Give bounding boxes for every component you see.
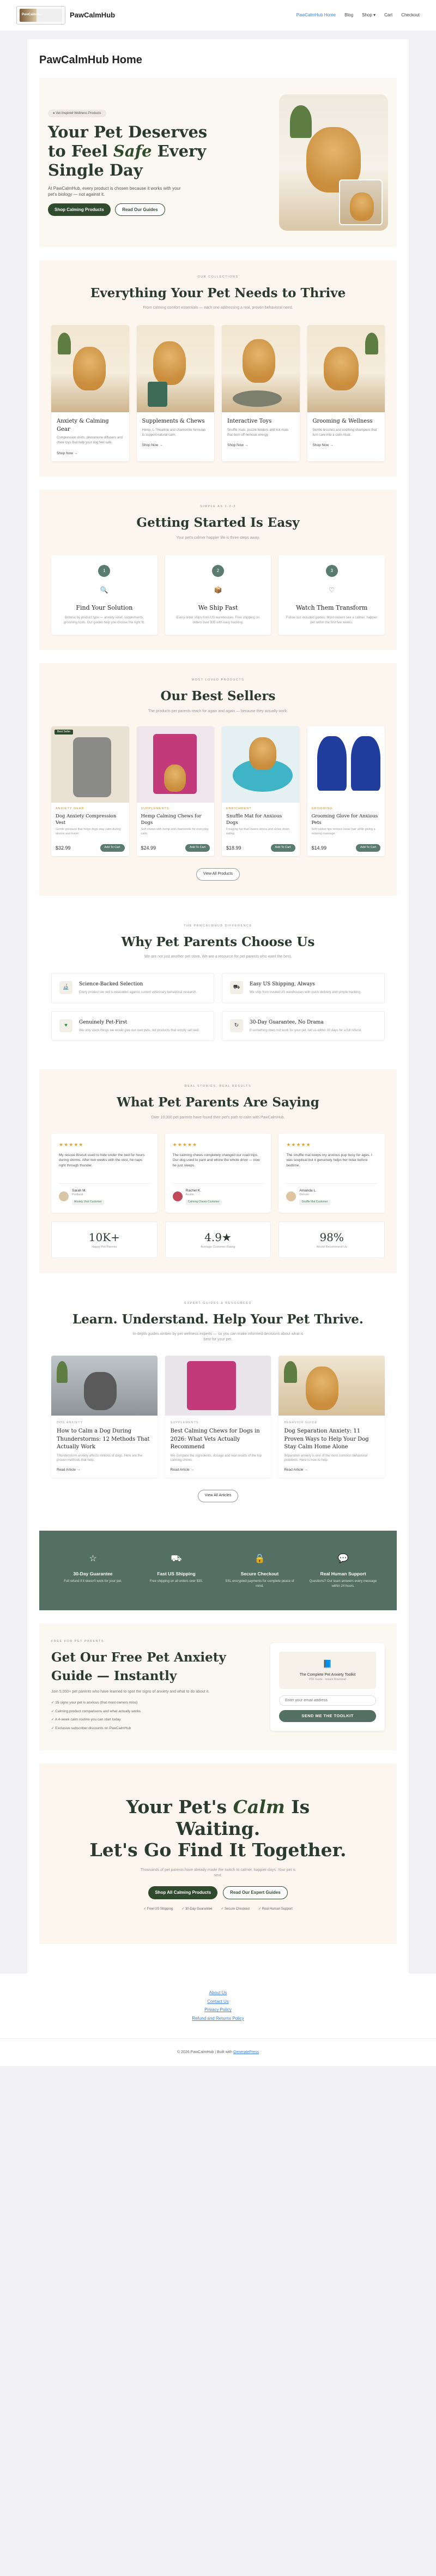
- stat-card: [51, 1221, 158, 1258]
- copyright: © 2026 PawCalmHub | Built with GeneratePress: [0, 2038, 436, 2055]
- page-title: PawCalmHub Home: [39, 54, 142, 66]
- category-image: [137, 325, 215, 412]
- nav-checkout[interactable]: Checkout: [401, 13, 420, 18]
- why-section: [39, 909, 397, 1057]
- product-description: Soft chews with hemp and chamomile for everyday calm.: [141, 828, 209, 836]
- testimonials-subtitle: Over 10,000 pet parents have found their pet's path to calm with PawCalmHub.: [151, 1115, 285, 1120]
- shop-now-link[interactable]: Shop Now →: [227, 443, 249, 448]
- feature-card: [51, 1011, 214, 1042]
- chevron-down-icon: ▾: [373, 13, 376, 18]
- category-card[interactable]: [51, 325, 129, 461]
- category-image: [51, 325, 129, 412]
- hero-section: [39, 78, 397, 247]
- add-to-cart-button[interactable]: Add To Cart: [100, 844, 125, 852]
- article-card[interactable]: [165, 1356, 271, 1478]
- steps-subtitle: Your pet's calmer happier life is three steps away.: [176, 535, 260, 540]
- trust-title: Real Human Support: [320, 1570, 366, 1576]
- star-icon: ☆: [89, 1554, 97, 1563]
- product-category: GROOMING: [311, 806, 333, 810]
- cta-trust-list: [51, 1907, 385, 1912]
- guide-text: Join 5,000+ pet parents who have learned to spot the signs of anxiety and what to do about it.: [51, 1690, 210, 1694]
- product-image: [222, 726, 300, 803]
- step-title: Watch Them Transform: [296, 604, 368, 612]
- step-text: Follow our included guides. Most owners see a calmer, happier pet within the first few weeks.: [286, 616, 378, 624]
- footer-link-privacy[interactable]: Privacy Policy: [204, 2007, 232, 2013]
- reviewer-location: Denver: [299, 1193, 310, 1197]
- guide-list-item: ✓ 15 signs your pet is anxious (that most owners miss): [51, 1701, 138, 1705]
- step-number: 1: [98, 565, 110, 577]
- category-card[interactable]: [222, 325, 300, 461]
- read-article-link[interactable]: Read Article →: [284, 1468, 308, 1472]
- guide-signup-card: [270, 1643, 385, 1731]
- bestsellers-subtitle: The products pet parents reach for again and again — because they actually work.: [148, 709, 288, 713]
- blog-eyebrow: EXPERT GUIDES & RESOURCES: [184, 1301, 252, 1305]
- guide-title: Get Our Free Pet Anxiety Guide — Instantly: [51, 1650, 226, 1683]
- read-article-link[interactable]: Read Article →: [57, 1468, 81, 1472]
- guide-eyebrow: FREE FOR PET PARENTS: [51, 1640, 105, 1644]
- blog-section: [39, 1286, 397, 1518]
- category-text: Snuffle mats, puzzle feeders and lick mats that burn off nervous energy.: [227, 428, 289, 437]
- star-rating: ★★★★★: [172, 1141, 198, 1147]
- avatar: [173, 1191, 183, 1201]
- chat-icon: 💬: [337, 1554, 349, 1563]
- trust-text: Full refund if it doesn't work for your pet.: [64, 1580, 122, 1584]
- feature-title: 30-Day Guarantee, No Drama: [250, 1019, 324, 1025]
- hero-title: Your Pet Deserves to Feel Safe Every Single Day: [48, 123, 208, 179]
- product-price: $24.99: [141, 845, 156, 851]
- step-card: [165, 555, 271, 635]
- read-guides-button[interactable]: Read Our Guides: [115, 203, 165, 216]
- cta-trust-item: ✓ Secure Checkout: [221, 1907, 250, 1911]
- category-text: Hemp, L-Theanine and chamomile formulas to support natural calm.: [142, 428, 206, 437]
- brand[interactable]: [16, 6, 115, 25]
- customer-tag: Snuffle Mat Customer: [299, 1200, 330, 1205]
- stat-number: 98%: [319, 1230, 344, 1244]
- step-number: 2: [212, 565, 224, 577]
- testimonials-title: What Pet Parents Are Saying: [117, 1095, 319, 1110]
- category-title: Supplements & Chews: [142, 418, 205, 425]
- add-to-cart-button[interactable]: Add To Cart: [185, 844, 210, 852]
- testimonial-text: The snuffle mat keeps my anxious pup busy for ages. I was sceptical but it genuinely helps her relax before bedtime.: [286, 1153, 372, 1167]
- nav-home[interactable]: PawCalmHub Home: [296, 13, 336, 18]
- product-image: [137, 726, 215, 803]
- collections-eyebrow: OUR COLLECTIONS: [197, 275, 239, 279]
- blog-subtitle: In-depth guides written by pet wellness experts — so you can make informed decisions about what is best for your pet.: [132, 1332, 304, 1342]
- why-subtitle: We are not just another pet store. We are a resource for pet parents who want the best.: [144, 954, 292, 959]
- email-field[interactable]: [279, 1695, 376, 1706]
- toolkit-subtitle: PDF Guide · Instant Download: [309, 1678, 346, 1682]
- step-title: Find Your Solution: [76, 604, 133, 612]
- stat-label: Average Customer Rating: [201, 1245, 235, 1249]
- article-excerpt: Separation anxiety is one of the most common behavioral problems. Here is how to help.: [284, 1454, 368, 1462]
- feature-text: We only stock things we would give our own pets, not products that simply sell well.: [79, 1028, 200, 1032]
- article-excerpt: Thunderstorm anxiety affects millions of dogs. Here are the proven methods that help.: [57, 1454, 142, 1462]
- site-name[interactable]: PawCalmHub: [70, 10, 116, 19]
- article-image: [165, 1356, 271, 1416]
- product-image: [51, 726, 129, 803]
- feature-title: Genuinely Pet-First: [79, 1019, 128, 1025]
- reviewer-name: Rachel K.: [185, 1188, 201, 1193]
- hero-dog-image: [279, 94, 388, 231]
- cta-trust-item: ✓ 30-Day Guarantee: [181, 1907, 213, 1911]
- book-icon: 📘: [323, 1659, 332, 1668]
- site-header: [0, 0, 436, 31]
- dot-icon: ●: [53, 111, 55, 115]
- footer-link-about[interactable]: About Us: [209, 1990, 227, 1996]
- best-seller-badge: Best Seller: [55, 730, 73, 735]
- truck-icon: ⛟: [230, 981, 243, 994]
- steps-eyebrow: SIMPLE AS 1-2-3: [200, 505, 236, 509]
- testimonials-section: [39, 1069, 397, 1273]
- step-card: [51, 555, 158, 635]
- article-image: [278, 1356, 385, 1416]
- product-description: Soft rubber tips remove loose hair while giving a relaxing massage.: [311, 828, 376, 836]
- article-card[interactable]: [278, 1356, 385, 1478]
- send-toolkit-button[interactable]: SEND ME THE TOOLKIT: [279, 1710, 376, 1723]
- why-eyebrow: THE PAWCALMHUB DIFFERENCE: [184, 924, 252, 928]
- read-article-link[interactable]: Read Article →: [170, 1468, 195, 1472]
- article-title[interactable]: Dog Separation Anxiety: 11 Proven Ways to Help Your Dog Stay Calm Home Alone: [284, 1428, 369, 1450]
- article-category: BEHAVIOR GUIDE: [284, 1421, 318, 1425]
- add-to-cart-button[interactable]: Add To Cart: [356, 844, 380, 852]
- collections-section: [39, 260, 397, 477]
- cta-trust-item: ✓ Real Human Support: [258, 1907, 293, 1911]
- category-image: [222, 325, 300, 412]
- testimonial-text: The calming chews completely changed our road trips. Our dog used to pant and whine the whole drive — now he just sleeps.: [172, 1153, 260, 1167]
- guide-list-item: ✓ Calming product comparisons and what actually works: [51, 1709, 141, 1713]
- site-logo[interactable]: [16, 6, 65, 25]
- package-icon: 📦: [214, 586, 222, 594]
- testimonial-card: [165, 1134, 271, 1213]
- hero-badge: ● Vet-Inspired Wellness Products: [48, 110, 106, 118]
- article-image: [51, 1356, 158, 1416]
- trust-text: Questions? Our team answers every message within 24 hours.: [309, 1580, 377, 1588]
- read-expert-guides-button[interactable]: Read Our Expert Guides: [223, 1886, 287, 1899]
- article-excerpt: We compare the ingredients, dosage and real results of the top calming chews.: [170, 1454, 262, 1462]
- category-text: Compression shirts, pheromone diffusers and chew toys that help your dog feel safe.: [57, 436, 123, 445]
- guide-list: [51, 1700, 254, 1731]
- testimonials-eyebrow: REAL STORIES, REAL RESULTS: [184, 1085, 252, 1088]
- shop-calming-button[interactable]: Shop Calming Products: [48, 203, 111, 216]
- article-category: DOG ANXIETY: [57, 1421, 83, 1425]
- product-card[interactable]: [51, 726, 129, 857]
- product-category: ENRICHMENT: [226, 806, 252, 810]
- nav-blog[interactable]: Blog: [344, 13, 354, 18]
- steps-title: Getting Started Is Easy: [136, 515, 300, 531]
- reviewer-location: Portland: [72, 1193, 83, 1197]
- category-card[interactable]: [137, 325, 215, 461]
- stat-card: [278, 1221, 385, 1258]
- category-text: Gentle brushes and soothing shampoos that turn care into a calm ritual.: [312, 428, 377, 437]
- article-title[interactable]: How to Calm a Dog During Thunderstorms: 12 Methods That Actually Work: [57, 1428, 150, 1450]
- trust-band: [39, 1531, 397, 1611]
- trust-item: [51, 1552, 135, 1589]
- product-card[interactable]: [222, 726, 300, 857]
- feature-text: If something does not work for your pet, tell us within 30 days for a full refund.: [250, 1028, 362, 1032]
- trust-text: SSL encrypted payments for complete peace of mind.: [225, 1580, 294, 1588]
- product-card[interactable]: [307, 726, 385, 857]
- product-category: SUPPLEMENTS: [141, 806, 169, 810]
- step-card: [278, 555, 385, 635]
- hero-thumbnail-image: [339, 179, 383, 225]
- customer-tag: Calming Chews Customer: [186, 1200, 222, 1205]
- reviewer-name: Sarah M.: [72, 1188, 87, 1193]
- product-description: Gentle pressure that helps dogs stay calm during storms and travel.: [56, 828, 121, 836]
- feature-title: Easy US Shipping, Always: [250, 982, 315, 988]
- generatepress-link[interactable]: GeneratePress: [233, 2050, 259, 2054]
- trust-item: [301, 1552, 385, 1589]
- bestsellers-eyebrow: MOST LOVED PRODUCTS: [191, 678, 245, 682]
- step-text: Browse by product type — anxiety relief, supplements, grooming tools. Our guides help you choose the right fit.: [63, 616, 145, 624]
- hero-text: At PawCalmHub, every product is chosen because it works with your pet's biology — not against it.: [48, 185, 181, 197]
- guide-section: [39, 1623, 397, 1750]
- avatar: [286, 1191, 296, 1201]
- product-name: Dog Anxiety Compression Vest: [56, 813, 117, 826]
- trust-title: Secure Checkout: [240, 1570, 279, 1576]
- why-title: Why Pet Parents Choose Us: [121, 934, 315, 949]
- nav-cart[interactable]: Cart: [384, 13, 393, 18]
- stat-label: Happy Pet Parents: [92, 1245, 117, 1249]
- final-cta-section: [39, 1764, 397, 1944]
- customer-tag: Anxiety Vest Customer: [72, 1200, 104, 1205]
- article-title[interactable]: Best Calming Chews for Dogs in 2026: What Vets Actually Recommend: [170, 1428, 260, 1450]
- refresh-icon: ↻: [230, 1019, 243, 1032]
- product-price: $32.99: [56, 845, 71, 851]
- step-text: Every order ships from US warehouses. Free shipping on orders over $35 with easy tracking.: [176, 616, 260, 624]
- product-name: Snuffle Mat for Anxious Dogs: [226, 813, 282, 826]
- main-nav: [296, 12, 420, 19]
- feature-title: Science-Backed Selection: [79, 982, 143, 988]
- avatar: [59, 1191, 69, 1201]
- product-description: Foraging fun that lowers stress and slows down eating.: [226, 828, 289, 836]
- footer-links: [0, 1990, 436, 2021]
- trust-item: [218, 1552, 301, 1589]
- product-name: Grooming Glove for Anxious Pets: [311, 813, 378, 826]
- view-all-articles-button[interactable]: View All Articles: [198, 1490, 239, 1502]
- collections-title: Everything Your Pet Needs to Thrive: [90, 285, 346, 300]
- feature-card: [222, 1011, 385, 1042]
- product-name: Hemp Calming Chews for Dogs: [141, 813, 202, 826]
- stat-card: [165, 1221, 271, 1258]
- site-footer: [0, 1973, 436, 2066]
- search-icon: 🔍: [100, 586, 108, 594]
- reviewer-location: Austin: [185, 1193, 194, 1197]
- view-all-products-button[interactable]: View All Products: [196, 868, 240, 880]
- product-image: [307, 726, 385, 803]
- steps-section: [39, 490, 397, 650]
- product-category: ANXIETY GEAR: [56, 806, 84, 810]
- feature-text: Every product we sell is evaluated against current veterinary behavioral research.: [79, 991, 197, 995]
- step-title: We Ship Fast: [198, 604, 238, 612]
- article-card[interactable]: [51, 1356, 158, 1478]
- bestsellers-section: [39, 663, 397, 895]
- stat-label: Would Recommend Us: [316, 1245, 347, 1249]
- cta-text: Thousands of pet parents have already made the switch to calmer, happier days. Your pet is next.: [140, 1868, 296, 1877]
- truck-icon: ⛟: [171, 1554, 182, 1563]
- microscope-icon: 🔬: [59, 981, 72, 994]
- star-rating: ★★★★★: [59, 1141, 84, 1147]
- feature-card: [51, 973, 214, 1003]
- testimonial-card: [278, 1134, 385, 1213]
- bestsellers-title: Our Best Sellers: [160, 689, 276, 704]
- lock-icon: 🔒: [254, 1554, 265, 1563]
- category-image: [307, 325, 385, 412]
- collections-subtitle: From calming comfort essentials — each one addressing a real, proven behavioral need.: [143, 306, 293, 310]
- trust-title: 30-Day Guarantee: [73, 1570, 113, 1576]
- category-title: Interactive Toys: [227, 418, 272, 425]
- feature-card: [222, 973, 385, 1003]
- star-rating: ★★★★★: [286, 1141, 311, 1147]
- reviewer-name: Amanda L.: [299, 1188, 317, 1193]
- nav-shop[interactable]: Shop ▾: [362, 13, 376, 18]
- testimonial-card: [51, 1134, 158, 1213]
- add-to-cart-button[interactable]: Add To Cart: [271, 844, 295, 852]
- footer-link-refund[interactable]: Refund and Returns Policy: [192, 2016, 244, 2021]
- cta-title: Your Pet's Calm Is Waiting. Let's Go Find It Together.: [89, 1796, 347, 1861]
- stat-number: 10K+: [88, 1230, 120, 1244]
- product-price: $18.99: [226, 845, 241, 851]
- stat-number: 4.9★: [204, 1230, 232, 1244]
- blog-title: Learn. Understand. Help Your Pet Thrive.: [72, 1311, 364, 1327]
- shop-all-button[interactable]: Shop All Calming Products: [148, 1886, 217, 1899]
- heart-icon: ♡: [329, 586, 335, 594]
- trust-item: [135, 1552, 218, 1589]
- logo-text: PawCalmHub: [22, 13, 43, 16]
- page-content: [27, 39, 409, 1973]
- category-title: Grooming & Wellness: [312, 418, 373, 425]
- trust-title: Fast US Shipping: [157, 1570, 196, 1576]
- guide-list-item: ✓ A 4-week calm routine you can start today: [51, 1718, 121, 1722]
- shop-now-link[interactable]: Shop Now →: [142, 443, 163, 448]
- shop-now-link[interactable]: Shop Now →: [312, 443, 334, 448]
- product-card[interactable]: [137, 726, 215, 857]
- toolkit-title: The Complete Pet Anxiety Toolkit: [299, 1673, 356, 1677]
- product-price: $14.99: [311, 845, 327, 851]
- category-title: Anxiety & Calming Gear: [57, 418, 109, 432]
- shop-now-link[interactable]: Shop Now →: [57, 451, 78, 455]
- step-number: 3: [326, 565, 338, 577]
- heart-icon: ♥: [59, 1019, 72, 1032]
- testimonial-text: My rescue Biscuit used to hide under the bed for hours during storms. After two weeks with the vest, he naps right through thunder.: [59, 1153, 145, 1167]
- feature-text: We ship from trusted US warehouses with quick delivery and simple tracking.: [250, 991, 361, 995]
- trust-text: Free shipping on all orders over $35.: [149, 1580, 203, 1584]
- category-card[interactable]: [307, 325, 385, 461]
- cta-trust-item: ✓ Free US Shipping: [143, 1907, 173, 1911]
- footer-link-contact[interactable]: Contact Us: [207, 1999, 229, 2004]
- guide-list-item: ✓ Exclusive subscriber discounts on PawCalmHub: [51, 1726, 131, 1730]
- article-category: SUPPLEMENTS: [170, 1421, 199, 1425]
